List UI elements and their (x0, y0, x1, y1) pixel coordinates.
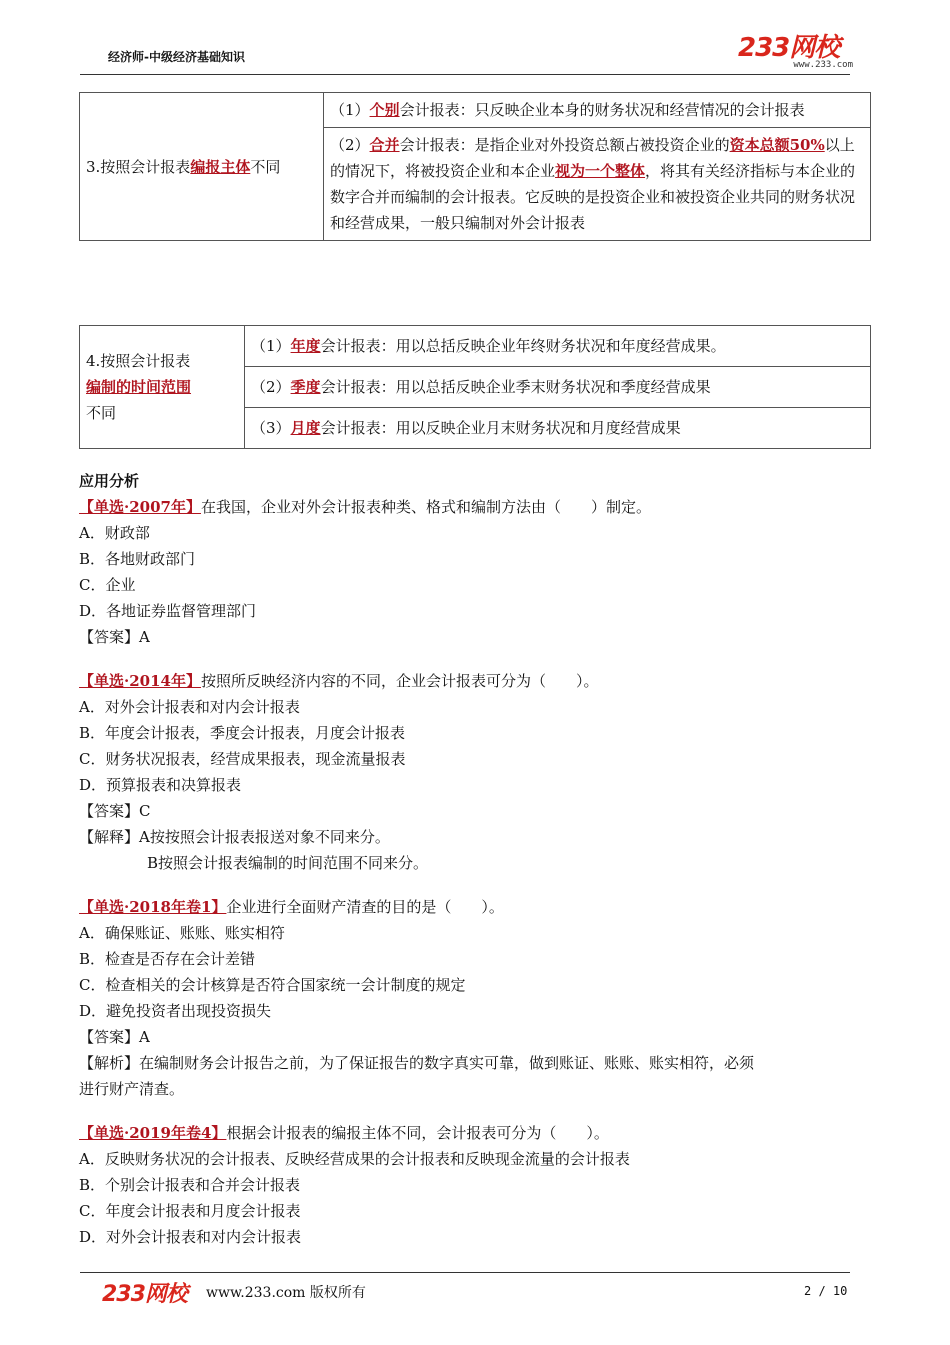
highlight-term: 季度 (290, 378, 321, 396)
question-block-3 (79, 894, 879, 1102)
answer: 【答案】A (79, 1028, 150, 1046)
question-block-4 (79, 1120, 879, 1250)
site-logo[interactable] (738, 34, 853, 74)
highlight-term: 资本总额50% (729, 136, 825, 154)
option: B．检查是否存在会计差错 (79, 950, 256, 968)
highlight-term: 月度 (290, 419, 321, 437)
option: C．企业 (79, 576, 136, 594)
question-stem: 【单选·2014年】按照所反映经济内容的不同，企业会计报表可分为（ ）。 (79, 672, 599, 690)
logo-url-text: www.233.com (793, 60, 853, 70)
comparison-table-subject (79, 92, 871, 241)
table-row: （1）个别会计报表：只反映企业本身的财务状况和经营情况的会计报表 (324, 93, 871, 128)
option: D．避免投资者出现投资损失 (79, 1002, 272, 1020)
question-tag: 【单选·2019年卷4】 (79, 1124, 227, 1142)
highlight-term: 合并 (369, 136, 400, 154)
question-tag: 【单选·2018年卷1】 (79, 898, 227, 916)
question-tag: 【单选·2007年】 (79, 498, 201, 516)
option: C．财务状况报表，经营成果报表，现金流量报表 (79, 750, 406, 768)
explanation: 【解析】在编制财务会计报告之前，为了保证报告的数字真实可靠，做到账证、账账、账实相符，必须 (79, 1054, 755, 1072)
section-title: 应用分析 (79, 472, 140, 490)
highlight-term: 年度 (290, 337, 321, 355)
question-block-1 (79, 468, 879, 650)
option: B．年度会计报表，季度会计报表，月度会计报表 (79, 724, 406, 742)
table-row: （1）年度会计报表：用以总括反映企业年终财务状况和年度经营成果。 (245, 326, 871, 367)
header-divider (80, 74, 850, 75)
option: C．检查相关的会计核算是否符合国家统一会计制度的规定 (79, 976, 466, 994)
highlight-term: 个别 (369, 101, 400, 119)
comparison-table-period (79, 325, 871, 449)
option: B．个别会计报表和合并会计报表 (79, 1176, 301, 1194)
answer: 【答案】A (79, 628, 150, 646)
table-category-cell: 3.按照会计报表编报主体不同 (80, 93, 324, 241)
option: C．年度会计报表和月度会计报表 (79, 1202, 301, 1220)
explanation: B按照会计报表编制的时间范围不同来分。 (147, 854, 429, 872)
question-block-2 (79, 668, 879, 876)
table-row: （3）月度会计报表：用以反映企业月末财务状况和月度经营成果 (245, 408, 871, 449)
document-header-title: 经济师-中级经济基础知识 (108, 50, 245, 64)
logo-main-text: 233网校 (738, 33, 840, 63)
table-row: （2）合并会计报表：是指企业对外投资总额占被投资企业的资本总额50%以上的情况下，将被投资企业和本企业视为一个整体，将其有关经济指标与本企业的数字合并而编制的会计报表。它反映的是投资企业和被投资企业共同的财务状况和经营成果，一般只编制对外会计报表 (324, 128, 871, 241)
explanation: 进行财产清查。 (79, 1080, 185, 1098)
highlight-term: 视为一个整体 (555, 162, 646, 180)
option: D．各地证券监督管理部门 (79, 602, 257, 620)
explanation: 【解释】A按按照会计报表报送对象不同来分。 (79, 828, 390, 846)
answer: 【答案】C (79, 802, 151, 820)
option: B．各地财政部门 (79, 550, 196, 568)
option: D．对外会计报表和对内会计报表 (79, 1228, 302, 1246)
table-row: （2）季度会计报表：用以总括反映企业季末财务状况和季度经营成果 (245, 367, 871, 408)
footer-divider (80, 1272, 850, 1273)
question-tag: 【单选·2014年】 (79, 672, 201, 690)
question-stem: 【单选·2007年】在我国，企业对外会计报表种类、格式和编制方法由（ ）制定。 (79, 498, 651, 516)
footer-logo[interactable]: 233网校 (102, 1282, 187, 1307)
option: A．确保账证、账账、账实相符 (79, 924, 285, 942)
highlight-term: 编报主体 (190, 157, 251, 176)
option: A．反映财务状况的会计报表、反映经营成果的会计报表和反映现金流量的会计报表 (79, 1150, 630, 1168)
option: A．对外会计报表和对内会计报表 (79, 698, 300, 716)
highlight-term: 编制的时间范围 (86, 378, 192, 396)
question-stem: 【单选·2018年卷1】企业进行全面财产清查的目的是（ ）。 (79, 898, 504, 916)
table-category-cell: 4.按照会计报表 编制的时间范围 不同 (80, 326, 245, 449)
option: D．预算报表和决算报表 (79, 776, 242, 794)
footer-copyright: www.233.com 版权所有 (206, 1285, 366, 1301)
question-stem: 【单选·2019年卷4】根据会计报表的编报主体不同，会计报表可分为（ ）。 (79, 1124, 609, 1142)
page-number: 2 / 10 (804, 1284, 848, 1298)
option: A．财政部 (79, 524, 150, 542)
